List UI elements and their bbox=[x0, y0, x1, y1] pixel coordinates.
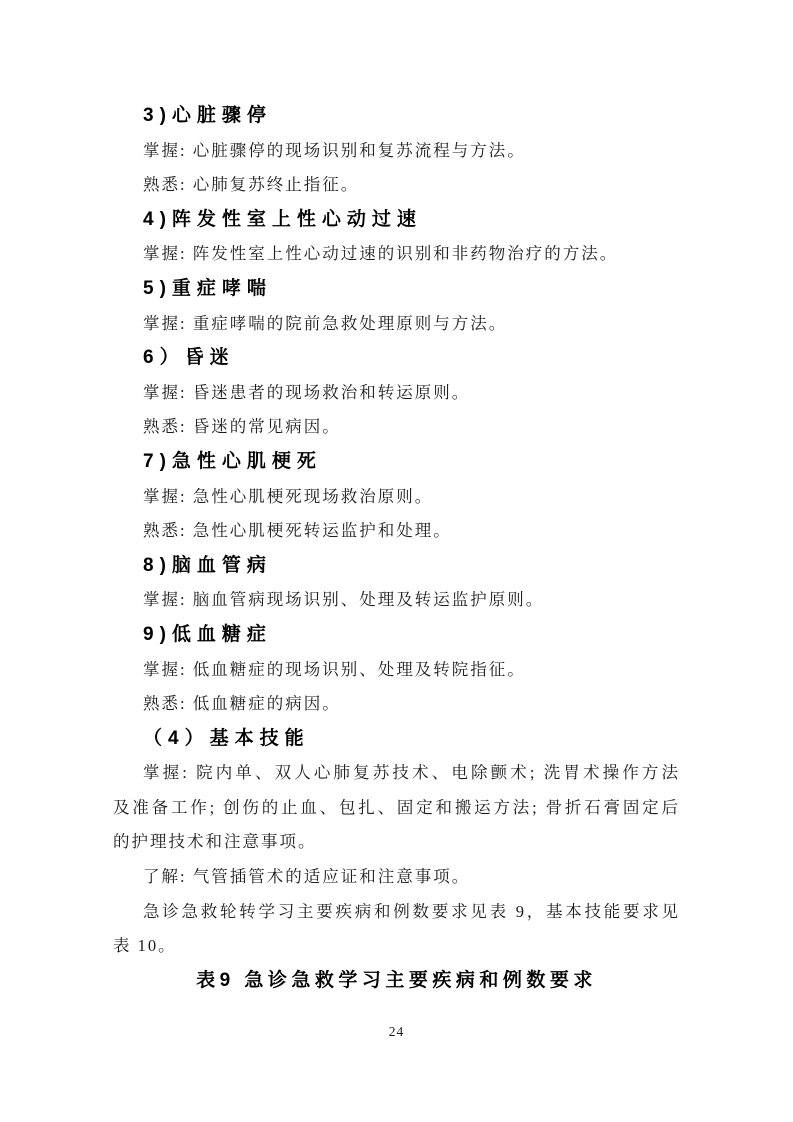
section-heading-psvt: 4)阵发性室上性心动过速 bbox=[143, 208, 422, 230]
body-line: 掌握: 脑血管病现场识别、处理及转运监护原则。 bbox=[143, 590, 545, 610]
section-heading-basic-skills: （4）基本技能 bbox=[143, 727, 310, 749]
body-line: 及准备工作; 创伤的止血、包扎、固定和搬运方法; 骨折石膏固定后 bbox=[113, 797, 680, 817]
body-line: 急诊急救轮转学习主要疾病和例数要求见表 9，基本技能要求见 bbox=[143, 901, 680, 921]
body-line: 表 10。 bbox=[113, 936, 177, 956]
page-body bbox=[113, 99, 680, 998]
body-line: 熟悉: 心肺复苏终止指征。 bbox=[143, 175, 360, 195]
body-line: 熟悉: 急性心肌梗死转运监护和处理。 bbox=[143, 521, 452, 541]
section-heading-cardiac-arrest: 3)心脏骤停 bbox=[143, 105, 272, 126]
body-line: 掌握: 低血糖症的现场识别、处理及转院指征。 bbox=[143, 659, 526, 679]
body-line: 掌握: 阵发性室上性心动过速的识别和非药物治疗的方法。 bbox=[143, 244, 619, 264]
section-heading-hypoglycemia: 9)低血糖症 bbox=[143, 623, 272, 645]
section-heading-acute-mi: 7)急性心肌梗死 bbox=[143, 450, 322, 472]
body-line: 掌握: 重症哮喘的院前急救处理原则与方法。 bbox=[143, 313, 508, 333]
section-heading-cerebrovascular: 8)脑血管病 bbox=[143, 554, 272, 576]
section-heading-severe-asthma: 5)重症哮喘 bbox=[143, 277, 272, 299]
table-caption: 表9 急诊急救学习主要疾病和例数要求 bbox=[196, 969, 597, 991]
body-line: 了解: 气管插管术的适应证和注意事项。 bbox=[143, 867, 471, 887]
page-number: 24 bbox=[388, 1024, 405, 1039]
section-heading-coma: 6）昏迷 bbox=[143, 347, 235, 369]
body-line: 掌握: 心脏骤停的现场识别和复苏流程与方法。 bbox=[143, 140, 526, 160]
body-line: 的护理技术和注意事项。 bbox=[113, 832, 317, 852]
body-line: 掌握: 昏迷患者的现场救治和转运原则。 bbox=[143, 382, 471, 402]
body-line: 熟悉: 昏迷的常见病因。 bbox=[143, 417, 341, 437]
body-line: 掌握: 院内单、双人心肺复苏技术、电除颤术; 洗胃术操作方法 bbox=[143, 763, 680, 783]
body-line: 掌握: 急性心肌梗死现场救治原则。 bbox=[143, 486, 434, 506]
body-line: 熟悉: 低血糖症的病因。 bbox=[143, 694, 341, 714]
